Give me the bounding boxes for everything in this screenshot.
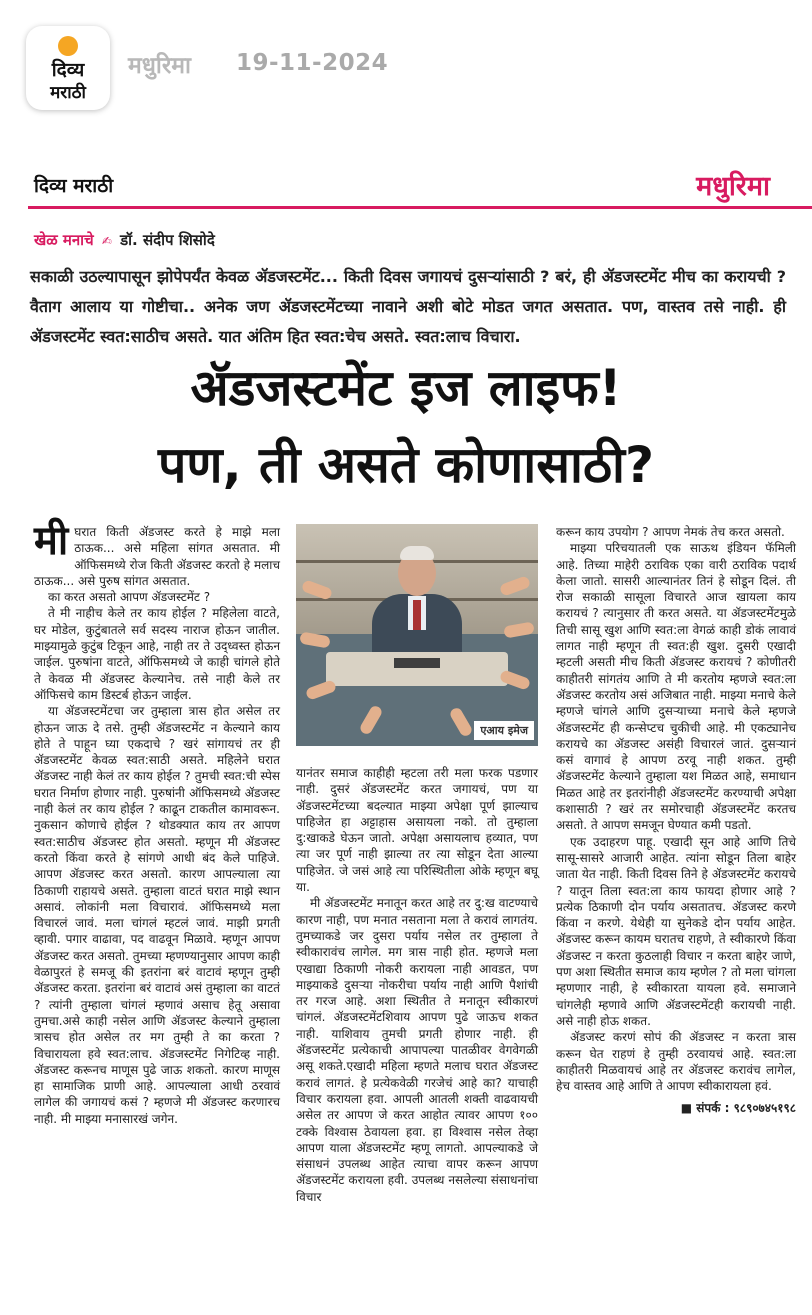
sun-icon <box>58 36 78 56</box>
column1-paragraph: ते मी नाहीच केले तर काय होईल ? महिलेला वाटते, घर मोडेल, कुटुंबातले सर्व सदस्य नाराज होऊन जातील. माझ्यामुळे कुटुंब टिकून आहे, नाही तर ते उद्ध्वस्त होऊन जाईल. पुरुषांना वाटते, ऑफिसमध्ये जे काही चांगले होते ते केवळ मी ॲडजस्ट केल्यानेच. तसे नाही केले तर ऑफिसचे काम डिस्टर्ब होऊन जाईल. <box>34 606 280 702</box>
author-name: डॉ. संदीप शिसोदे <box>120 231 215 249</box>
column1-paragraph: या ॲडजस्टमेंटचा जर तुम्हाला त्रास होत असेल तर होऊन जाऊ दे तसे. तुम्ही ॲडजस्टमेंट न केल्याने काय होते ते पाहून घ्या एकदाचे ? खरं सांगायचं तर ही ॲडजस्टमेंट केवळ स्वत:साठी असते. महिलेने घरात ॲडजस्ट नाही केलं तर काय होईल ? तुमची स्वत:ची स्पेस घरात निर्माण होणार नाही. पुरुषांनी ऑफिसमध्ये ॲडजस्ट नाही केलं तर काय होईल ? काढून टाकतील कामावरून. नुकसान कोणाचे होईल ? थोडक्यात काय तर आपण स्वत:साठीच ॲडजस्ट होत असतो. म्हणून मी ॲडजस्ट करतो किंवा करते हे सांगणे आधी बंद केले पाहिजे. आपण ॲडजस्ट करत असतो. कारण आपल्याला त्या ठिकाणी राहायचे असते. तुम्हाला वाटतं घरात माझे स्थान असावं. लोकांनी मला विचारावं. ऑफिसमध्ये मला विचारलं जावं. मला चांगलं म्हटलं जावं. माझी प्रगती व्हावी. पगार वाढावा, पद वाढवून मिळावे. म्हणून आपण ॲडजस्ट करत असतो. तुमच्या म्हणण्यानुसार आपण काही वेळापुरतं हे समजू की इतरांना बरं वाटावं म्हणून तुम्ही ॲडजस्ट करता. इतरांना बरं वाटावं असं तुम्हाला का वाटतं ? त्यांनी तुम्हाला चांगलं म्हणावं असाच हेतू असावा तुमचा.असे काही नसेल आणि ॲडजस्ट केल्याने तुम्हाला त्रासच होत असेल तर मग तुम्ही ते का करता ? विचारायला हवे स्वत:लाच. ॲडजस्टमेंट निगेटिव्ह नाही. ॲडजस्ट करूनच माणूस पुढे जाऊ शकतो. कारण माणूस हा सामाजिक प्राणी आहे. आपल्याला आधी ठरवावं लागेल की जगायचं कसं ? म्हणजे मी ॲडजस्ट करणारच नाही. मी माझ्या मनासारखं जगेन. <box>34 704 280 1126</box>
divya-marathi-logo[interactable] <box>26 26 110 110</box>
article-column-2 <box>296 765 538 1205</box>
paper-logo: दिव्य मराठी <box>34 175 114 197</box>
man-tie <box>413 600 421 630</box>
drop-cap: मी <box>34 518 69 564</box>
article-column-3 <box>556 524 796 1117</box>
supplement-title: मधुरिमा <box>696 171 770 202</box>
column3-paragraph: करून काय उपयोग ? आपण नेमकं तेच करत असतो. <box>556 525 785 539</box>
headline-line2: पण, ती असते कोणासाठी? <box>158 436 654 494</box>
app-header <box>0 0 812 130</box>
header-rule <box>28 206 812 209</box>
edition-date: 19-11-2024 <box>236 50 389 76</box>
intro-paragraph: सकाळी उठल्यापासून झोपेपर्यंत केवळ ॲडजस्टमेंट... किती दिवस जगायचं दुसऱ्यांसाठी ? बरं, ही ॲडजस्टमेंट मीच का करायची ? वैताग आलाय या गोष्टीचा.. अनेक जण ॲडजस्टमेंटच्या नावाने अशी बोटे मोडत जगत असतात. पण, वास्तव तसे नाही. ही ॲडजस्टमेंट स्वत:साठीच असते. यात अंतिम हित स्वत:चेच असते. स्वत:लाच विचारा. <box>30 267 786 346</box>
column2-paragraph: यानंतर समाज काहीही म्हटला तरी मला फरक पडणार नाही. दुसरं ॲडजस्टमेंट करत जगायचं, पण या ॲडजस्टमेंटच्या बदल्यात माझ्या अपेक्षा पूर्ण झाल्याच पाहिजेत हा अट्टाहास असायला नको. तो तुम्हाला दु:खाकडे घेऊन जातो. अपेक्षा असायलाच हव्यात, पण त्या जर पूर्ण नाही झाल्या तर त्या सोडून देता आल्या पाहिजेत. जे जसं आहे त्या परिस्थितीला ओके म्हणून बघू या. <box>296 766 538 895</box>
article-photo <box>296 524 538 746</box>
column3-paragraph: एक उदाहरण पाहू. एखादी सून आहे आणि तिचे सासू-सासरे आजारी आहेत. त्यांना सोडून तिला बाहेर जाता येत नाही. किती दिवस तिने हे ॲडजस्टमेंट करायचे ? यातून तिला स्वत:ला काय फायदा होणार आहे ? प्रत्येक ठिकाणी दोन पर्याय असतातच. ॲडजस्ट करणे किंवा न करणे. येथेही या सुनेकडे दोन पर्याय आहेत. ॲडजस्ट करून कायम घरातच राहणे, ते स्वीकारणे किंवा ॲडजस्ट न करता कुठलाही विचार न करता बाहेर जाणे, पण अशा स्थितीत समाज काय म्हणेल ? तो मला चांगला म्हणणार नाही, हे स्वीकारता यायला हवे. समाजाने चांगलेही म्हणावे आणि ॲडजस्टमेंटही करायची नाही. असे नाही होऊ शकत. <box>556 834 796 1028</box>
pen-icon: ✍ <box>101 234 112 248</box>
section-name: मधुरिमा <box>128 53 191 79</box>
column2-paragraph: मी ॲडजस्टमेंट मनातून करत आहे तर दु:ख वाटण्याचे कारण नाही, पण मनात नसताना मला ते करावं लागतंय. तुमच्याकडे जर दुसरा पर्याय नसेल तर तुम्हाला ते स्वीकारावंच लागेल. मग त्रास नाही होत. म्हणजे मला एखाद्या ठिकाणी नोकरी करायला नाही आवडत, पण माझ्याकडे दुसऱ्या नोकरीचा पर्याय नाही आणि पैशांची तर गरज आहे. अशा स्थितीत ते मनातून स्वीकारणं चांगलं. ॲडजस्टमेंटशिवाय आपण पुढे जाऊच शकत नाही. याशिवाय तुमची प्रगती होणार नाही. ही ॲडजस्टमेंट प्रत्येकाची आपापल्या पातळीवर वेगवेगळी असू शकते.एखादी महिला म्हणते मलाच घरात ॲडजस्ट करावं लागतं. हे प्रत्येकवेळी गरजेचं आहे का? याचाही विचार करायला हवा. आपली आतली शक्ती वाढवायची असेल तर आपण जे करत आहोत त्यावर आपण १०० टक्के विश्वास ठेवायला हवा. हा विश्वास नसेल तेव्हा आपण याला ॲडजस्टमेंट म्हणू लागतो. आपल्याकडे जे संसाधनं उपलब्ध आहेत त्याचा वापर करून आपण ॲडजस्टमेंट करायला हवी. उपलब्ध नसलेल्या संसाधनांचा विचार <box>296 896 538 1204</box>
article-column-1 <box>34 518 280 1127</box>
column3-paragraph: ॲडजस्ट करणं सोपं की ॲडजस्ट न करता त्रास करून घेत राहणं हे तुम्ही ठरवायचं आहे. स्वत:ला काहीतरी मिळवायचं आहे तर ॲडजस्ट करावंच लागेल, हेच वास्तव आहे आणि ते आपण स्वीकारायला हवं. <box>556 1030 796 1094</box>
newspaper-clip <box>28 160 812 1315</box>
logo-text-line2: मराठी <box>50 83 86 103</box>
author-contact: ■ संपर्क : ९८९०७४५१९८ <box>680 1101 796 1116</box>
name-plate <box>394 658 440 668</box>
byline <box>34 230 215 250</box>
column-name: खेळ मनाचे <box>34 231 94 249</box>
column3-paragraph: माझ्या परिचयातली एक साऊथ इंडियन फॅमिली आहे. तिच्या माहेरी ठराविक एका वारी ठराविक पदार्थ केला जातो. सासरी आल्यानंतर तिनं हे सोडून दिलं. ती रोज सकाळी सासूला विचारते आज खायला काय करायचं ? त्यानुसार ती करत असते. या ॲडजस्टमेंटमुळे तिची सासू खुश आणि स्वत:ला वेगळं काही डोकं लावावं लागत नाही म्हणून ती स्वत:ही खुश. दुसरी एखादी म्हटली असती मीच किती ॲडजस्ट करायचं ? कोणीतरी काहीतरी सांगतंय आणि ते मी करतोय म्हणजे स्वत:ला ॲडजस्ट करतोय असं अजिबात नाही. माझ्या मनाचे केले म्हणजे चांगले आणि दुसऱ्याच्या मनाचे केले म्हणजे ॲडजस्टमेंट ही कन्सेप्टच चुकीची आहे. मी एकट्यानेच करायचे का ॲडजस्ट असंही विचारलं जातं. दुसऱ्यानं कसं वागावं हे आपण ठरवू नाही शकत. तुम्ही ॲडजस्टमेंट केल्याने तुम्हाला यश मिळत आहे, समाधान मिळत आहे तर इतरांनीही ॲडजस्टमेंट करण्याची अपेक्षा कशासाठी ? खरं तर समोरचाही ॲडजस्टमेंट करतच असतो. ते आपण समजून घेण्यात कमी पडतो. <box>556 541 796 833</box>
headline-line1: ॲडजस्टमेंट इज लाइफ! <box>190 359 622 417</box>
column1-paragraph: घरात किती ॲडजस्ट करते हे माझे मला ठाऊक... असे महिला सांगत असतात. मी ऑफिसमध्ये रोज किती ॲडजस्ट करतो हे मलाच ठाऊक... असे पुरुष सांगत असतात. <box>34 525 280 588</box>
column1-paragraph: का करत असतो आपण ॲडजस्टमेंट ? <box>48 590 211 605</box>
man-hair <box>400 546 434 560</box>
logo-text-line1: दिव्य <box>51 59 85 81</box>
photo-caption: एआय इमेज <box>474 721 534 740</box>
